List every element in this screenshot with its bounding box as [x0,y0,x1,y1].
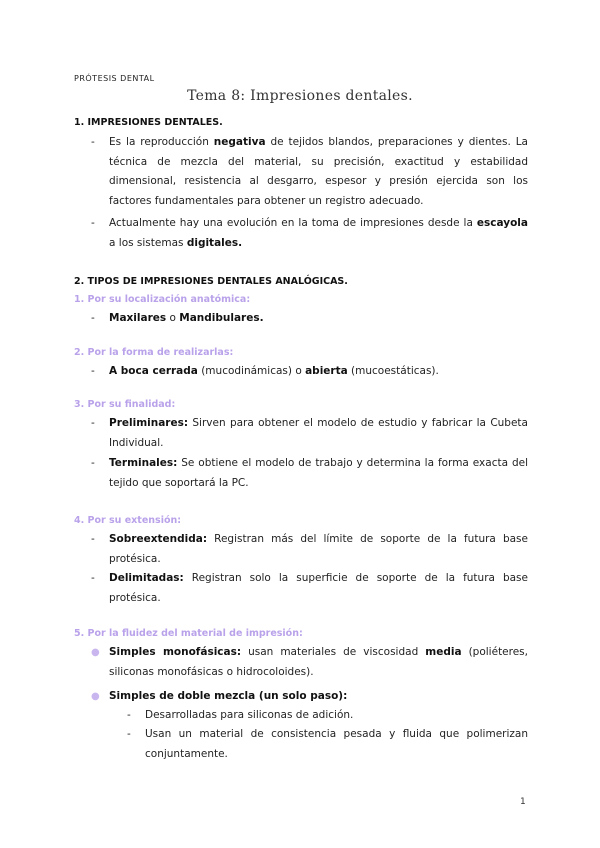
page-number: 1 [520,797,526,807]
bullet-dot-icon: ● [91,691,100,702]
dash-marker: - [91,533,95,545]
subsection-1-item: - Maxilares o Mandibulares. [91,309,528,329]
subsection-3-item-1: - Preliminares: Sirven para obtener el modelo de estudio y fabricar la Cubeta Individual. [91,414,528,453]
page-header: PRÓTESIS DENTAL [74,74,155,83]
dash-marker: - [91,217,95,229]
dash-marker: - [127,709,131,721]
dash-marker: - [91,572,95,584]
subsection-5-subitem-1: - Desarrolladas para siliconas de adición. [127,706,528,726]
subsection-2-item: - A boca cerrada (mucodinámicas) o abierta (mucoestáticas). [91,362,528,382]
section-1-item-2: - Actualmente hay una evolución en la toma de impresiones desde la escayola a los sistemas digitales. [91,214,528,253]
subsection-2-heading: 2. Por la forma de realizarlas: [74,347,234,358]
subsection-4-item-1: - Sobreextendida: Registran más del límite de soporte de la futura base protésica. [91,530,528,569]
subsection-5-subitem-2: - Usan un material de consistencia pesada y fluida que polimerizan conjuntamente. [127,725,528,764]
dash-marker: - [91,417,95,429]
subsection-4-item-2: - Delimitadas: Registran solo la superficie de soporte de la futura base protésica. [91,569,528,608]
subsection-5-heading: 5. Por la fluidez del material de impresión: [74,628,303,639]
section-1-item-1: - Es la reproducción negativa de tejidos blandos, preparaciones y dientes. La técnica de mezcla del material, su precisión, exactitud y estabilidad dimensional, resistencia al desgarro, espesor y presión ejercida son los factores fundamentales para obtener un registro adecuado. [91,133,528,211]
subsection-4-heading: 4. Por su extensión: [74,515,182,526]
bullet-dot-icon: ● [91,647,100,658]
dash-marker: - [91,136,95,148]
page-title: Tema 8: Impresiones dentales. [187,88,413,104]
subsection-3-heading: 3. Por su finalidad: [74,399,176,410]
dash-marker: - [91,312,95,324]
section-2-heading: 2. TIPOS DE IMPRESIONES DENTALES ANALÓGICAS. [74,276,348,287]
subsection-3-item-2: - Terminales: Se obtiene el modelo de trabajo y determina la forma exacta del tejido que soportará la PC. [91,454,528,493]
dash-marker: - [91,365,95,377]
dash-marker: - [91,457,95,469]
subsection-5-bullet-2: ● Simples de doble mezcla (un solo paso): [91,687,528,707]
dash-marker: - [127,728,131,740]
subsection-5-bullet-1: ● Simples monofásicas: usan materiales de viscosidad media (poliéteres, siliconas monofásicas o hidrocoloides). [91,643,528,682]
subsection-1-heading: 1. Por su localización anatómica: [74,294,251,305]
section-1-heading: 1. IMPRESIONES DENTALES. [74,117,223,128]
